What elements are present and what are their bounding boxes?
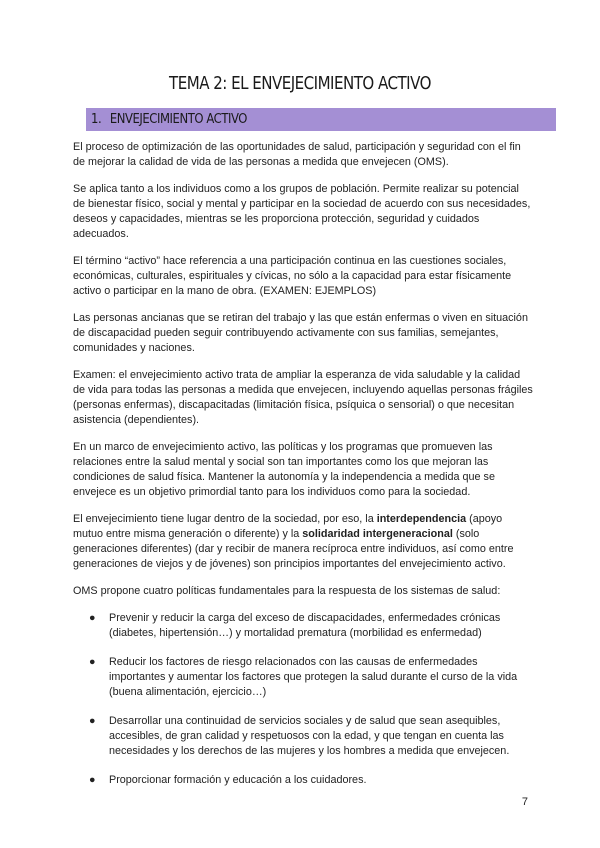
section-label: ENVEJECIMIENTO ACTIVO xyxy=(109,111,248,127)
bold-term-solidaridad: solidaridad intergeneracional xyxy=(302,528,453,540)
list-item-text: Desarrollar una continuidad de servicios sociales y de salud que sean asequibles, accesibles, de gran calidad y respetuosos con la edad, y que tengan en cuenta las necesidades y los derechos de las mujeres y los hombres a medida que envejecen. xyxy=(109,715,510,757)
bold-term-interdependencia: interdependencia xyxy=(376,513,467,525)
bullet-icon: ● xyxy=(89,715,96,727)
paragraph: Examen: el envejecimiento activo trata de ampliar la esperanza de vida saludable y la calidad de vida para todas las personas a medida que envejecen, incluyendo aquellas personas frágiles (personas enfermas), discapacitadas (limitación física, psíquica o sensorial) o que necesitan asistencia (dependientes). xyxy=(73,369,533,426)
policies-intro: OMS propone cuatro políticas fundamentales para la respuesta de los sistemas de salud: xyxy=(73,585,501,597)
bullet-icon: ● xyxy=(89,656,96,668)
paragraph: Las personas ancianas que se retiran del trabajo y las que están enfermas o viven en situación de discapacidad pueden seguir contribuyendo activamente con sus familias, semejantes, comunidades y naciones. xyxy=(73,312,528,354)
policies-list xyxy=(73,611,533,788)
text-run: El envejecimiento tiene lugar dentro de la sociedad, por eso, la xyxy=(73,513,377,525)
bullet-icon: ● xyxy=(89,774,96,786)
paragraph: Se aplica tanto a los individuos como a los grupos de población. Permite realizar su potencial de bienestar físico, social y mental y participar en la sociedad de acuerdo con sus necesidades, deseos y capacidades, mientras se les proporciona protección, seguridad y cuidados adecuados. xyxy=(73,183,531,240)
interdependence-paragraph xyxy=(73,512,533,572)
list-item xyxy=(73,611,529,641)
list-item-text: Proporcionar formación y educación a los cuidadores. xyxy=(109,774,367,786)
page-title: TEMA 2: EL ENVEJECIMIENTO ACTIVO xyxy=(169,74,431,94)
text-run: (apoyo mutuo entre misma generación o diferente) y la xyxy=(73,513,503,540)
list-item xyxy=(73,714,529,759)
page-number: 7 xyxy=(521,796,528,808)
paragraph: El término “activo” hace referencia a una participación continua en las cuestiones sociales, económicas, culturales, espirituales y cívicas, no sólo a la capacidad para estar físicamente activo o participar en la mano de obra. (EXAMEN: EJEMPLOS) xyxy=(73,255,512,297)
paragraph: El proceso de optimización de las oportunidades de salud, participación y seguridad con el fin de mejorar la calidad de vida de las personas a medida que envejecen (OMS). xyxy=(73,141,521,168)
text-run: (solo generaciones diferentes) (dar y recibir de manera recíproca entre individuos, así como entre generaciones de viejos y de jóvenes) son principios importantes del envejecimiento activo. xyxy=(73,528,514,570)
body-text xyxy=(73,140,533,802)
bullet-icon: ● xyxy=(89,612,96,624)
list-item-text: Prevenir y reducir la carga del exceso de discapacidades, enfermedades crónicas (diabetes, hipertensión…) y mortalidad prematura (morbilidad es enfermedad) xyxy=(109,612,501,639)
list-item xyxy=(73,655,529,700)
paragraph: En un marco de envejecimiento activo, las políticas y los programas que promueven las relaciones entre la salud mental y social son tan importantes como los que mejoran las condiciones de salud física. Mantener la autonomía y la independencia a medida que se envejece es un objetivo primordial tanto para los individuos como para la sociedad. xyxy=(73,441,495,498)
list-item xyxy=(73,773,529,788)
section-heading xyxy=(91,111,247,127)
section-number: 1. xyxy=(91,111,102,127)
list-item-text: Reducir los factores de riesgo relacionados con las causas de enfermedades importantes y aumentar los factores que protegen la salud durante el curso de la vida (buena alimentación, ejercicio…) xyxy=(109,656,518,698)
